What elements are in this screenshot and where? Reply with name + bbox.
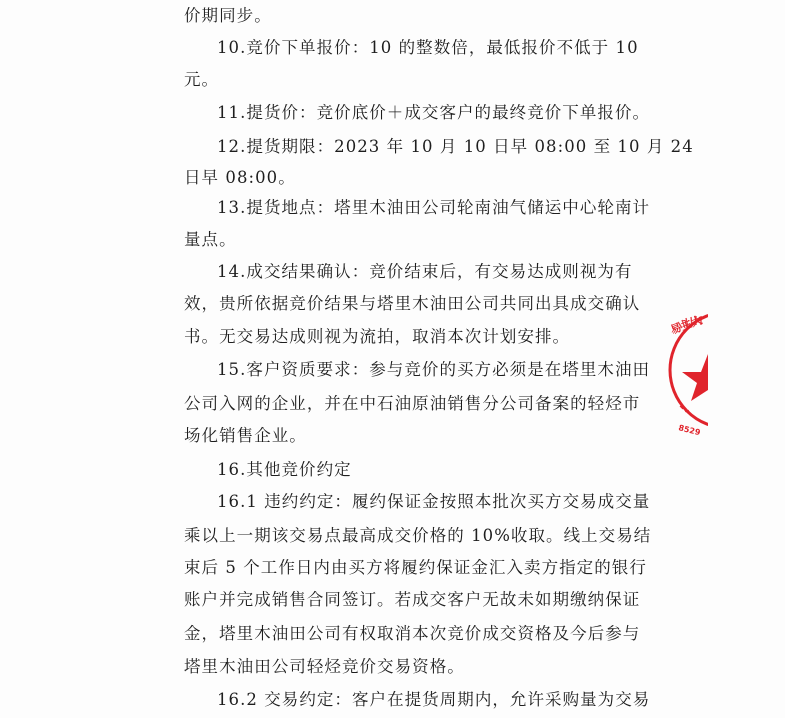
seal-stamp-icon [666,302,708,442]
official-seal [666,302,708,442]
paragraph-13-line-1: 13.提货地点：塔里木油田公司轮南油气储运中心轮南计 [217,198,651,217]
seal-star-icon [682,354,708,401]
seal-arc-text: 易主大 [668,313,705,337]
paragraph-13-line-2: 量点。 [184,230,237,249]
paragraph-14-line-1: 14.成交结果确认：竞价结束后，有交易达成则视为有 [217,262,633,281]
paragraph-9-line-2: 价期同步。 [184,6,272,25]
paragraph-14-line-3: 书。无交易达成则视为流拍，取消本次计划安排。 [184,327,571,346]
paragraph-16-1-line-1: 16.1 违约约定：履约保证金按照本批次买方交易成交量 [217,492,651,511]
paragraph-16-1-line-4: 账户并完成销售合同签订。若成交客户无故未如期缴纳保证 [184,590,641,609]
paragraph-14-line-2: 效，贵所依据竞价结果与塔里木油田公司共同出具成交确认 [184,294,641,313]
paragraph-16-1-line-3: 束后 5 个工作日内由买方将履约保证金汇入卖方指定的银行 [184,558,647,577]
paragraph-12-line-1: 12.提货期限：2023 年 10 月 10 日早 08:00 至 10 月 24 [217,137,694,156]
paragraph-10-line-1: 10.竞价下单报价：10 的整数倍，最低报价不低于 10 [217,38,639,57]
paragraph-16-1-line-2: 乘以上一期该交易点最高成交价格的 10%收取。线上交易结 [184,526,652,545]
paragraph-16-1-line-6: 塔里木油田公司轻烃竞价交易资格。 [184,657,465,676]
paragraph-15-line-3: 场化销售企业。 [184,426,307,445]
paragraph-16-heading: 16.其他竞价约定 [217,460,352,479]
paragraph-15-line-1: 15.客户资质要求：参与竞价的买方必须是在塔里木油田 [217,360,651,379]
paragraph-11-line-1: 11.提货价：竞价底价＋成交客户的最终竞价下单报价。 [217,103,651,122]
paragraph-16-2-line-1: 16.2 交易约定：客户在提货周期内，允许采购量为交易 [217,690,651,709]
seal-number-text: 8529 [677,423,702,438]
paragraph-10-line-2: 元。 [184,70,220,89]
paragraph-15-line-2: 公司入网的企业，并在中石油原油销售分公司备案的轻烃市 [184,394,641,413]
paragraph-12-line-2: 日早 08:00。 [184,168,296,187]
paragraph-16-1-line-5: 金，塔里木油田公司有权取消本次竞价成交资格及今后参与 [184,624,641,643]
